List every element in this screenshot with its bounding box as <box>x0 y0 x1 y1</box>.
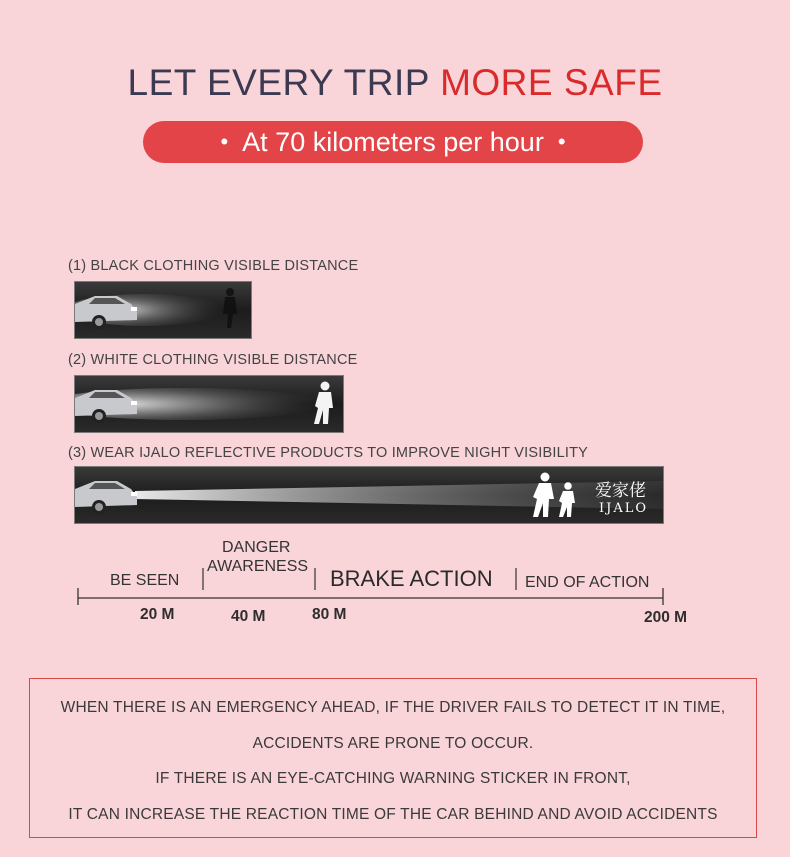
brand-logo-chinese: 爱家佬 <box>595 481 646 501</box>
bullet-left: • <box>220 129 229 154</box>
stage-danger-line2: AWARENESS <box>207 558 309 575</box>
title-main: LET EVERY TRIP <box>127 62 441 103</box>
notice-line-3: IF THERE IS AN EYE-CATCHING WARNING STICKER IN FRONT, <box>155 770 631 787</box>
scenario-3-image <box>74 466 664 524</box>
scenario-2-label: (2) WHITE CLOTHING VISIBLE DISTANCE <box>68 352 358 368</box>
stage-be-seen: BE SEEN <box>110 572 180 589</box>
scenario-2-scene <box>75 376 343 432</box>
speed-banner-text: At 70 kilometers per hour <box>242 126 544 157</box>
scenario-1-scene <box>75 282 251 338</box>
page-title <box>0 62 790 104</box>
stage-brake-action: BRAKE ACTION <box>330 566 493 591</box>
mark-20m: 20 M <box>140 606 175 623</box>
mark-40m: 40 M <box>231 608 266 625</box>
notice-line-1: WHEN THERE IS AN EMERGENCY AHEAD, IF THE DRIVER FAILS TO DETECT IT IN TIME, <box>60 699 726 716</box>
scenario-3-label: (3) WEAR IJALO REFLECTIVE PRODUCTS TO IMPROVE NIGHT VISIBILITY <box>68 445 588 461</box>
scenario-1-image <box>74 281 252 339</box>
scenario-2-image <box>74 375 344 433</box>
stage-danger-line1: DANGER <box>222 539 291 556</box>
notice-line-4: IT CAN INCREASE THE REACTION TIME OF THE CAR BEHIND AND AVOID ACCIDENTS <box>68 806 718 823</box>
warning-notice-box <box>29 678 757 838</box>
bullet-right: • <box>557 129 566 154</box>
brand-logo-latin: IJALO <box>599 501 649 516</box>
stage-end-of-action: END OF ACTION <box>525 574 650 591</box>
mark-80m: 80 M <box>312 606 347 623</box>
scenario-1-label: (1) BLACK CLOTHING VISIBLE DISTANCE <box>68 258 359 274</box>
scenario-3-scene <box>75 467 663 523</box>
speed-banner <box>143 121 643 163</box>
title-highlight: MORE SAFE <box>440 62 663 103</box>
mark-200m: 200 M <box>644 609 688 626</box>
notice-line-2: ACCIDENTS ARE PRONE TO OCCUR. <box>252 735 534 752</box>
